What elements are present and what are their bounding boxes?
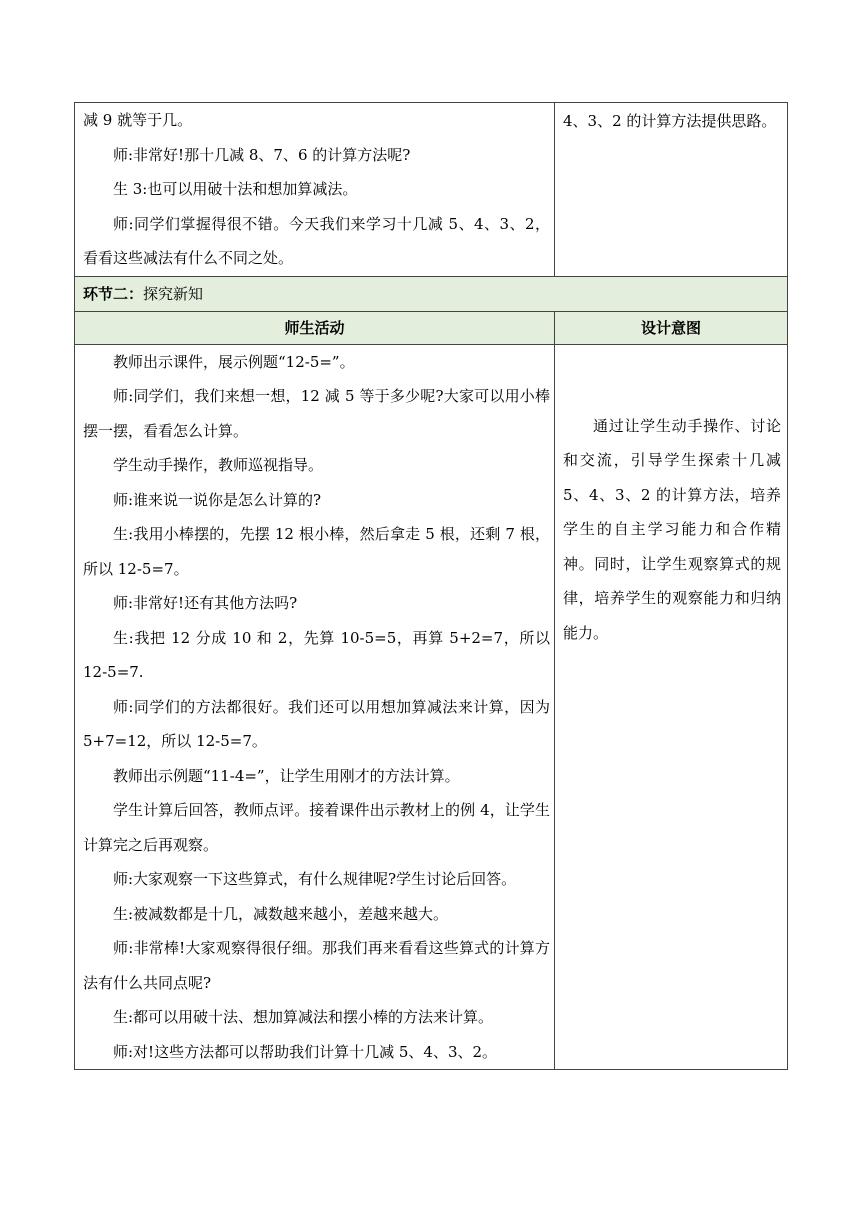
activity-paragraph: 师:非常好!那十几减 8、7、6 的计算方法呢? <box>113 145 411 164</box>
main-content-row <box>75 344 788 1070</box>
activity-paragraph: 学生动手操作，教师巡视指导。 <box>113 456 324 474</box>
activity-paragraph: 师:非常棒!大家观察得很仔细。那我们再来看看这些算式的计算方法有什么共同点呢? <box>83 939 550 992</box>
column-header-row <box>75 311 788 344</box>
continued-intent-cell <box>555 103 788 277</box>
section-title: 探究新知 <box>143 285 204 303</box>
activity-paragraph: 减 9 就等于几。 <box>83 111 193 129</box>
section-header <box>75 276 788 311</box>
activity-paragraph: 生:我用小棒摆的，先摆 12 根小棒，然后拿走 5 根，还剩 7 根，所以 12-5=7。 <box>83 525 550 578</box>
activity-paragraph: 生:被减数都是十几，减数越来越小，差越来越大。 <box>113 904 449 923</box>
activity-paragraph: 师:同学们，我们来想一想，12 减 5 等于多少呢?大家可以用小棒摆一摆，看看怎么计算。 <box>83 387 550 440</box>
activity-paragraph: 师:对!这些方法都可以帮助我们计算十几减 5、4、3、2。 <box>113 1042 498 1061</box>
activity-paragraph: 教师出示例题“11-4=”，让学生用刚才的方法计算。 <box>113 766 460 785</box>
intent-text: 4、3、2 的计算方法提供思路。 <box>563 112 777 130</box>
activity-paragraph: 师:非常好!还有其他方法吗? <box>113 594 298 612</box>
intent-column-header: 设计意图 <box>555 311 788 344</box>
activity-paragraph: 教师出示课件，展示例题“12-5=”。 <box>113 352 355 371</box>
activity-paragraph: 生:都可以用破十法、想加算减法和摆小棒的方法来计算。 <box>113 1008 494 1026</box>
activity-column-header: 师生活动 <box>75 311 555 344</box>
section-label: 环节二： <box>83 285 144 303</box>
main-activity-cell <box>75 344 555 1070</box>
activity-paragraph: 师:谁来说一说你是怎么计算的? <box>113 490 322 509</box>
intent-text: 通过让学生动手操作、讨论和交流，引导学生探索十几减 5、4、3、2 的计算方法，培养学生的自主学习能力和合作精神。同时，让学生观察算式的规律，培养学生的观察能力和归纳能力。 <box>563 416 781 642</box>
lesson-plan-table <box>74 102 788 1070</box>
section-header-row <box>75 276 788 311</box>
main-intent-cell <box>555 344 788 1070</box>
activity-paragraph: 生:我把 12 分成 10 和 2，先算 10-5=5，再算 5+2=7，所以 12-5=7. <box>83 628 550 681</box>
activity-paragraph: 生 3:也可以用破十法和想加算减法。 <box>113 180 358 198</box>
activity-paragraph: 师:同学们的方法都很好。我们还可以用想加算减法来计算，因为 5+7=12，所以 12-5=7。 <box>83 697 550 750</box>
activity-paragraph: 师:大家观察一下这些算式，有什么规律呢?学生讨论后回答。 <box>113 870 517 888</box>
continued-activity-cell <box>75 103 555 277</box>
activity-paragraph: 师:同学们掌握得很不错。今天我们来学习十几减 5、4、3、2，看看这些减法有什么不同之处。 <box>83 214 550 267</box>
continued-row <box>75 103 788 277</box>
activity-paragraph: 学生计算后回答，教师点评。接着课件出示教材上的例 4，让学生计算完之后再观察。 <box>83 801 550 854</box>
